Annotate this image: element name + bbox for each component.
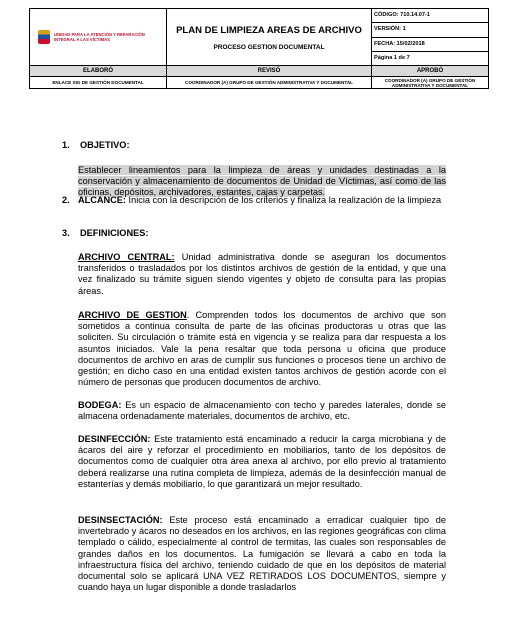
section-3-title: DEFINICIONES: (80, 228, 149, 238)
coat-of-arms-icon (38, 30, 50, 44)
section-2-title: ALCANCE: (78, 195, 126, 205)
objective-text (78, 165, 446, 199)
definition-term: DESINSECTACIÓN: (78, 515, 163, 525)
aprobo-header: APROBÓ (372, 66, 489, 77)
logo-text: UNIDAD PARA LA ATENCIÓN Y REPARACIÓN INTEGRAL A LAS VÍCTIMAS (54, 32, 145, 42)
definition-text: Este proceso está encaminado a erradicar cualquier tipo de invertebrado y ácaros no deseados en los archivos, en las regiones geográficas con clima templado o cálido, especialmente al control de termitas, las cuales son responsables de grandes daños en los documentos. La fumigación se llevará a cabo en toda la infraestructura física del archivo, teniendo cuidado de que en los depósitos de material documental solo se aplicará UNA VEZ RETIRADOS LOS DOCUMENTOS, siempre y cuando haya un lugar disponible a donde trasladarlos (78, 515, 446, 593)
reviso-header: REVISÓ (167, 66, 372, 77)
elaboro-detail: ENLACE SIG DE GESTIÓN DOCUMENTAL (30, 77, 167, 89)
date-cell (372, 37, 489, 51)
definition-term: DESINFECCIÓN: (78, 434, 151, 444)
definition-term: ARCHIVO DE GESTION (78, 310, 187, 320)
organization-logo (32, 30, 164, 44)
definition-term: BODEGA: (78, 400, 122, 410)
process-name: PROCESO GESTION DOCUMENTAL (213, 43, 325, 51)
page-number: Página 1 de 7 (374, 54, 410, 61)
page-cell (372, 51, 489, 65)
definition-archivo-central (78, 252, 446, 297)
section-2-number: 2. (62, 195, 70, 205)
section-1-title: OBJETIVO: (80, 140, 130, 150)
definition-term: ARCHIVO CENTRAL: (78, 252, 175, 262)
document-code: CÓDIGO: 710.14.07-1 (374, 12, 430, 19)
document-header (29, 8, 489, 89)
scope-text (78, 195, 446, 206)
section-3-number: 3. (62, 228, 70, 238)
version-cell (372, 23, 489, 37)
definition-desinsectacion (78, 515, 446, 593)
definition-archivo-gestion (78, 310, 446, 388)
logo-cell (30, 9, 167, 66)
title-cell (167, 9, 372, 66)
definition-desinfeccion (78, 434, 446, 490)
definition-text: Este tratamiento está encaminado a reducir la carga microbiana y de ácaros del aire y reforzar el procedimiento en mobiliarios, tanto de los depósitos de documentos como de cualquier otra área anexa al archivo, por ello previo al tratamiento deberá realizarse una rutina completa de limpieza, además de la desinfección manual de estanterías y demás mobiliario, lo que garantizará un mejor resultado. (78, 434, 446, 489)
reviso-detail: COORDINADOR (A) GRUPO DE GESTIÓN ADMINISTRATIVA Y DOCUMENTAL (167, 77, 372, 89)
document-title: PLAN DE LIMPIEZA AREAS DE ARCHIVO (176, 24, 362, 36)
definition-text: Es un espacio de almacenamiento con techo y paredes laterales, donde se almacena ordenadamente materiales, documentos de archivo, etc. (78, 400, 446, 422)
definition-bodega (78, 400, 446, 422)
aprobo-detail: COORDINADOR (A) GRUPO DE GESTIÓN ADMINISTRATIVA Y DOCUMENTAL (372, 77, 489, 89)
elaboro-header: ELABORÓ (30, 66, 167, 77)
scope-body: Inicia con la descripción de los criterios y finaliza la realización de la limpieza (125, 195, 442, 205)
code-cell (372, 9, 489, 23)
objective-highlight: Establecer lineamientos para la limpieza de áreas y unidades destinadas a la conservación y almacenamiento de documentos de Unidad de Víctimas, así como de las oficinas, depósitos, archivadores, estantes, cajas y carpetas. (78, 165, 446, 198)
document-version: VERSIÓN: 1 (374, 26, 406, 33)
definition-text: Unidad administrativa donde se aseguran los documentos transferidos o trasladados por los distintos archivos de gestión de la entidad, y que una vez finalizado su trámite siguen siendo vigentes y objeto de consulta para las propias áreas. (78, 252, 446, 296)
section-1-number: 1. (62, 140, 70, 150)
document-date: FECHA: 15/02/2018 (374, 40, 425, 47)
definition-text: . Comprenden todos los documentos de archivo que son sometidos a continua consulta de parte de las oficinas productoras u otras que las soliciten. Su circulación o trámite está en vigencia y se realiza para dar respuesta a los asuntos iniciados. Vale la pena resaltar que toda persona u oficina que produce documentos de archivo en aras de cumplir sus funciones o procesos tiene un archivo de gestión; en dicho caso en una entidad existen tantos archivos de gestión acorde con el número de personas que producen documentos de archivo. (78, 310, 446, 388)
